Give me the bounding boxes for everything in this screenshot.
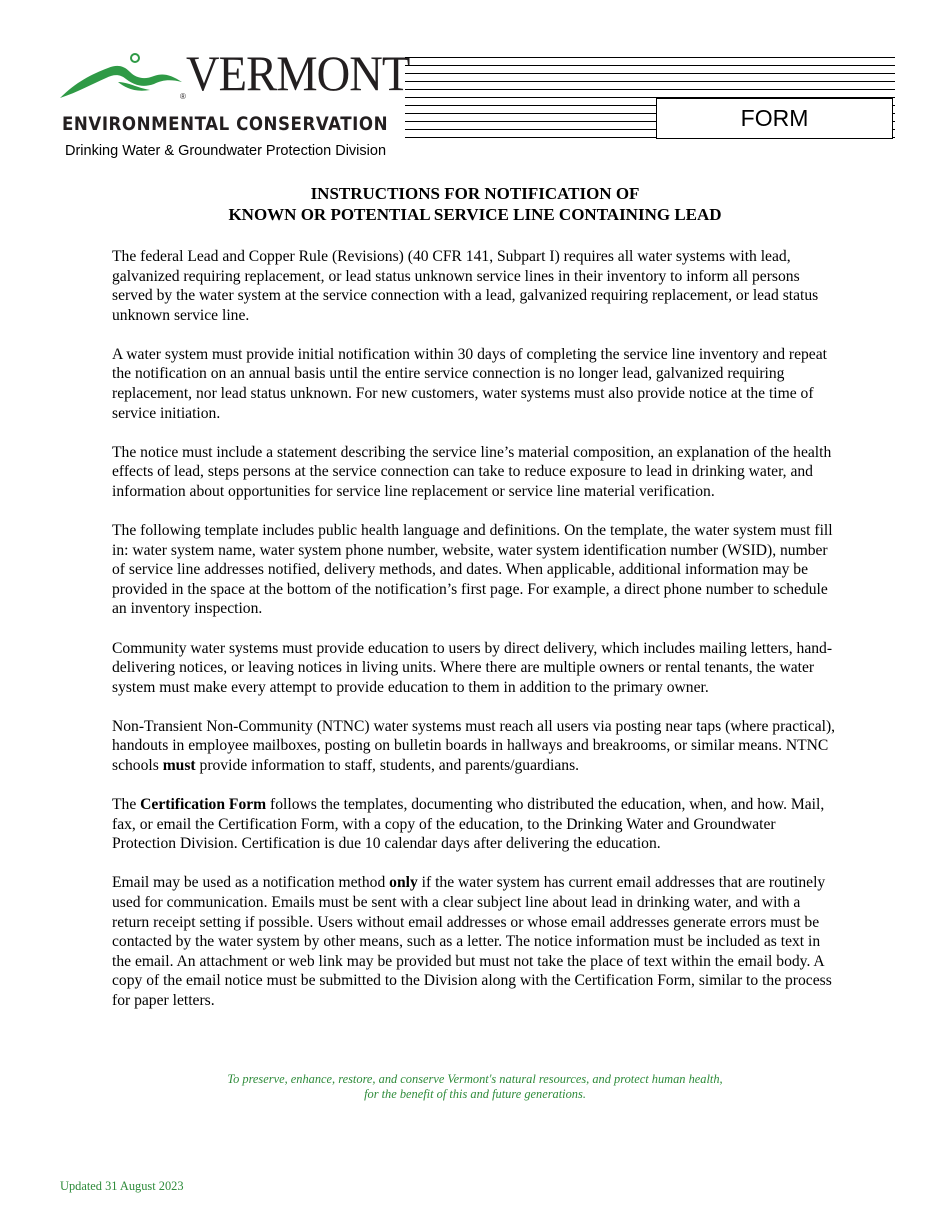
instructions-body xyxy=(112,247,838,1030)
updated-date: Updated 31 August 2023 xyxy=(60,1179,184,1193)
mission-line-1: To preserve, enhance, restore, and conserve Vermont's natural resources, and protect human health, xyxy=(227,1072,723,1086)
paragraph-lcr-requirement: The federal Lead and Copper Rule (Revisions) (40 CFR 141, Subpart I) requires all water systems with lead, galvanized requiring replacement, or lead status unknown service lines in their inventory to inform all persons served by the water system at the service connection with a lead, galvanized requiring replacement, or lead status unknown service line. xyxy=(112,248,819,324)
mountain-logo-icon xyxy=(58,52,188,112)
paragraph-template: The following template includes public health language and definitions. On the template, the water system must fill in: water system name, water system phone number, website, water system identification number (WSID), number of service line addresses notified, delivery methods, and dates. When applicable, additional information may be provided in the space at the bottom of the notification’s first page. For example, a direct phone number to schedule an inventory inspection. xyxy=(112,522,833,618)
registered-mark: ® xyxy=(180,92,186,101)
page-title xyxy=(0,183,950,225)
title-line-2: KNOWN OR POTENTIAL SERVICE LINE CONTAINING LEAD xyxy=(228,205,722,224)
paragraph-ntnc-systems: Non-Transient Non-Community (NTNC) water systems must reach all users via posting near taps (where practical), handouts in employee mailboxes, posting on bulletin boards in hallways and breakrooms, or similar means. NTNC schools must provide information to staff, students, and parents/guardians. xyxy=(112,717,836,774)
division-name: Drinking Water & Groundwater Protection Division xyxy=(65,143,387,159)
form-label-box xyxy=(656,98,893,139)
form-label: FORM xyxy=(740,105,809,131)
paragraph-notification-timing: A water system must provide initial notification within 30 days of completing the service line inventory and repeat the notification on an annual basis until the entire service connection is no longer lead, galvanized requiring replacement, nor lead status unknown. For new customers, water systems must also provide notice at the time of service initiation. xyxy=(112,345,827,422)
paragraph-certification: The Certification Form follows the templates, documenting who distributed the education, when, and how. Mail, fax, or email the Certification Form, with a copy of the education, to the Drinking Water and Groundwater Protection Division. Certification is due 10 calendar days after delivering the education. xyxy=(112,796,825,853)
logo-wordmark: VERMONT xyxy=(186,45,410,101)
mission-line-2: for the benefit of this and future generations. xyxy=(364,1087,586,1101)
paragraph-email: Email may be used as a notification method only if the water system has current email addresses that are routinely used for communication. Emails must be sent with a clear subject line about lead in drinking water, and with a return receipt setting if possible. Users without email addresses or whose email addresses generate errors must be contacted by the water system by other means, such as a letter. The notice information must be included as text in the email. An attachment or web link may be provided but must not take the place of text within the email body. A copy of the email notice must be submitted to the Division along with the Certification Form, similar to the process for paper letters. xyxy=(112,874,832,1009)
title-line-1: INSTRUCTIONS FOR NOTIFICATION OF xyxy=(310,184,640,203)
emphasis-must: must xyxy=(162,756,196,774)
logo-subtitle: ENVIRONMENTAL CONSERVATION xyxy=(62,114,389,135)
paragraph-community-systems: Community water systems must provide education to users by direct delivery, which includes mailing letters, hand-delivering notices, or leaving notices in living units. Where there are multiple owners or rental tenants, the water system must make every attempt to provide education to them in addition to the primary owner. xyxy=(112,639,833,696)
paragraph-notice-contents: The notice must include a statement describing the service line’s material composition, an explanation of the health effects of lead, steps persons at the service connection can take to reduce exposure to lead in drinking water, and information about opportunities for service line replacement or service line material verification. xyxy=(112,443,832,500)
emphasis-certification-form: Certification Form xyxy=(140,796,267,814)
emphasis-only: only xyxy=(389,874,418,892)
mission-statement xyxy=(0,1072,950,1102)
vermont-dec-logo xyxy=(58,45,410,140)
